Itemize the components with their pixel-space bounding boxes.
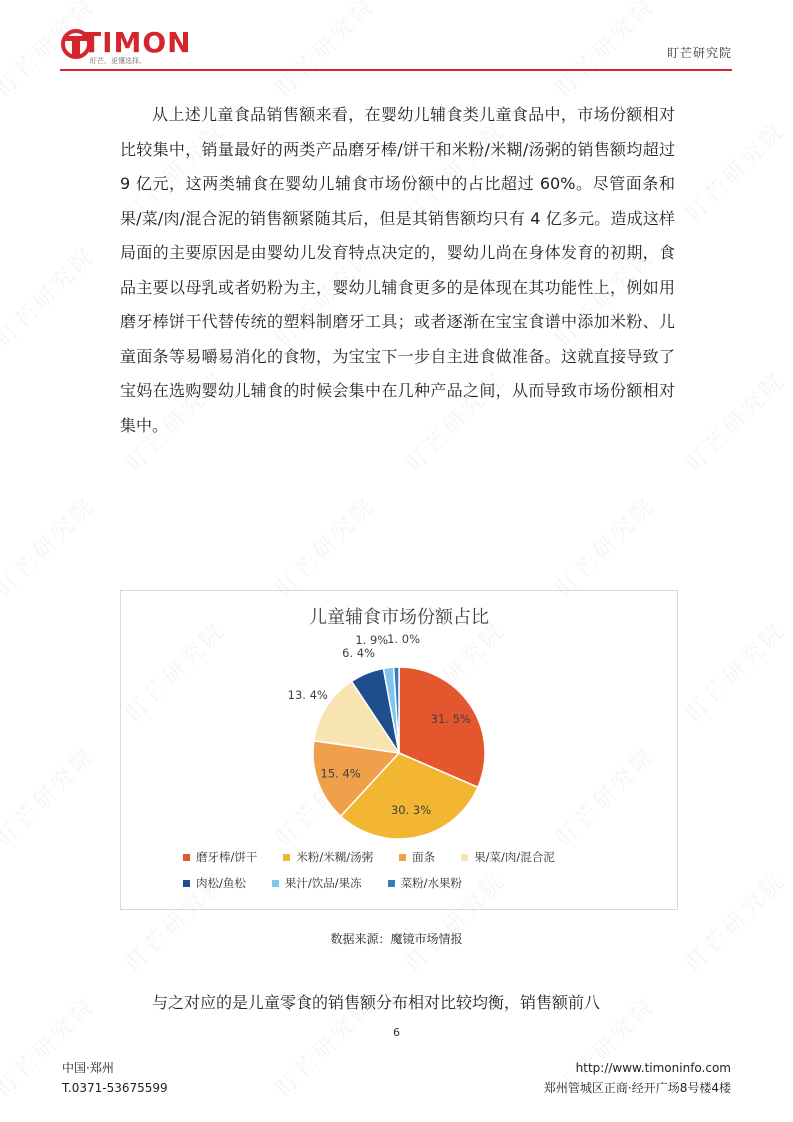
- logo-text: TIMON: [82, 26, 192, 59]
- legend-row: [183, 875, 653, 891]
- legend-swatch: [283, 854, 290, 861]
- legend-swatch: [461, 854, 468, 861]
- watermark: [548, 489, 662, 603]
- legend-swatch: [183, 880, 190, 887]
- watermark: [678, 114, 792, 228]
- footer-website[interactable]: http://www.timoninfo.com: [575, 1061, 731, 1075]
- pie-chart-container: [120, 590, 678, 910]
- legend-row: [183, 849, 653, 865]
- pie-chart: [121, 591, 677, 841]
- legend-item: [388, 875, 462, 891]
- org-name: 盯芒研究院: [666, 46, 732, 60]
- legend-item: [461, 849, 555, 865]
- slice-label: 13. 4%: [287, 688, 328, 703]
- next-paragraph: 与之对应的是儿童零食的销售额分布相对比较均衡，销售额前八: [152, 993, 601, 1012]
- legend-item: [183, 875, 246, 891]
- legend-item: [283, 849, 373, 865]
- footer-phone: T.0371-53675599: [62, 1081, 168, 1095]
- slice-label: 6. 4%: [342, 645, 376, 660]
- slice-label: 1. 0%: [387, 632, 421, 647]
- legend-label: 菜粉/水果粉: [400, 876, 462, 890]
- legend-label: 米粉/米糊/汤粥: [296, 850, 374, 864]
- legend-swatch: [183, 854, 190, 861]
- watermark: [678, 364, 792, 478]
- watermark: [268, 489, 382, 603]
- watermark: [0, 489, 102, 603]
- legend-item: [399, 849, 435, 865]
- logo-slogan: 盯芒，更懂选择。: [90, 57, 146, 65]
- chart-caption: 数据来源：魔镜市场情报: [330, 932, 463, 946]
- legend-label: 肉松/鱼松: [196, 876, 246, 890]
- slice-label: 31. 5%: [430, 712, 471, 727]
- legend-label: 面条: [412, 850, 436, 864]
- footer-left: [62, 1058, 168, 1098]
- body-section: [120, 98, 675, 443]
- legend-item: [272, 875, 362, 891]
- legend-swatch: [388, 880, 395, 887]
- header-divider: [60, 69, 732, 71]
- footer-city: 中国·郑州: [62, 1061, 114, 1075]
- watermark: [0, 739, 102, 853]
- chart-title: 儿童辅食市场份额占比: [309, 607, 489, 628]
- watermark: [0, 239, 102, 353]
- slice-label: 30. 3%: [390, 803, 432, 818]
- legend-swatch: [272, 880, 279, 887]
- legend-label: 磨牙棒/饼干: [196, 850, 258, 864]
- watermark: [678, 614, 792, 728]
- legend-label: 果汁/饮品/果冻: [284, 876, 362, 890]
- watermark: [678, 864, 792, 978]
- page-number: 6: [393, 1026, 400, 1039]
- legend-swatch: [399, 854, 406, 861]
- timon-logo: [60, 26, 192, 66]
- page-header: [60, 22, 732, 70]
- slice-label: 15. 4%: [320, 766, 361, 781]
- footer-address: 郑州管城区正商·经开广场8号楼4楼: [543, 1081, 731, 1095]
- slice-label: 1. 9%: [355, 632, 389, 647]
- legend-item: [183, 849, 257, 865]
- footer-right: [544, 1058, 731, 1098]
- body-paragraph: 从上述儿童食品销售额来看，在婴幼儿辅食类儿童食品中，市场份额相对比较集中，销量最好的两类产品磨牙棒/饼干和米粉/米糊/汤粥的销售额均超过 9 亿元，这两类辅食在婴幼儿辅食市场份额中的占比超过 60%。尽管面条和果/菜/肉/混合泥的销售额紧随其后，但是其销售额均只有 4 亿多元。造成这样局面的主要原因是由婴幼儿发育特点决定的，婴幼儿尚在身体发育的初期，食品主要以母乳或者奶粉为主，婴幼儿辅食更多的是体现在其功能性上，例如用磨牙棒饼干代替传统的塑料制磨牙工具；或者逐渐在宝宝食谱中添加米粉、儿童面条等易嚼易消化的食物，为宝宝下一步自主进食做准备。这就直接导致了宝妈在选购婴幼儿辅食的时候会集中在几种产品之间，从而导致市场份额相对集中。: [120, 105, 675, 435]
- legend-label: 果/菜/肉/混合泥: [474, 850, 555, 864]
- chart-legend: [183, 849, 653, 901]
